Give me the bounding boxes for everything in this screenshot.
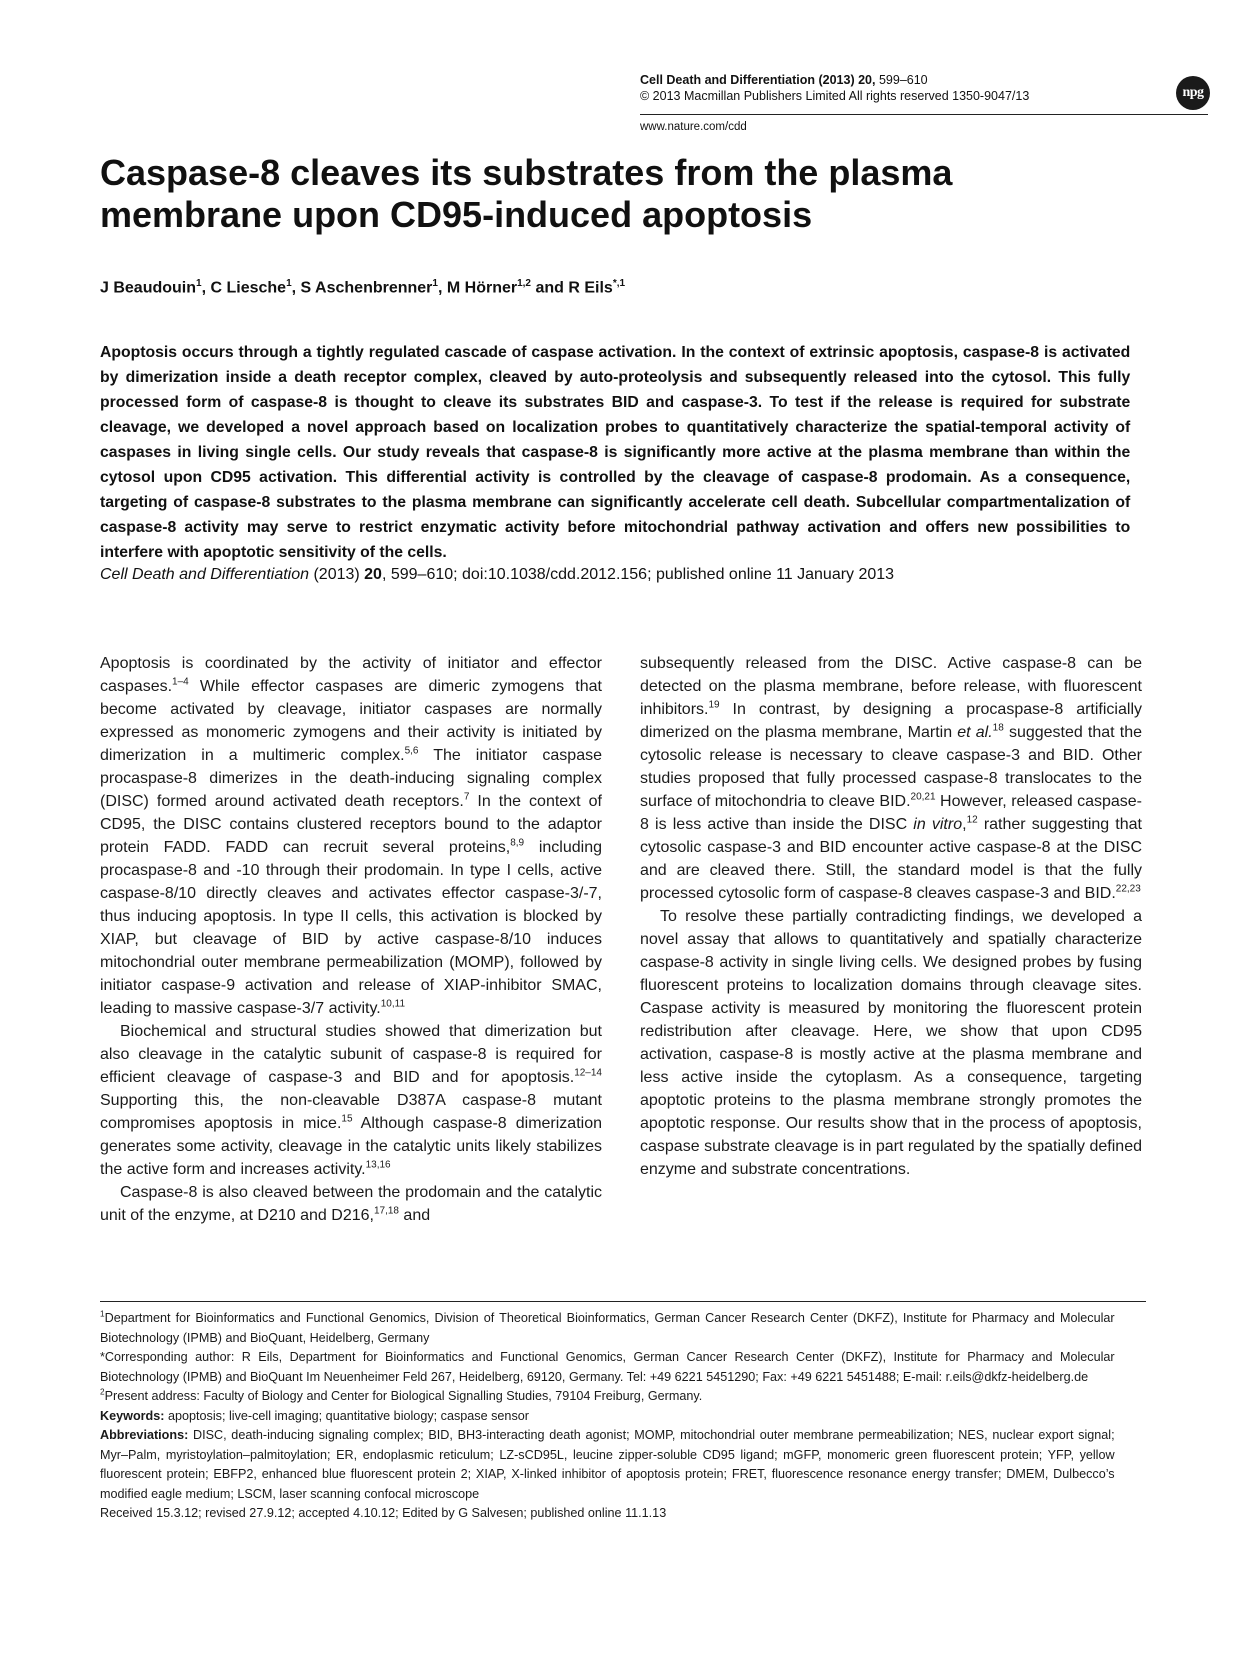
npg-logo-icon: npg <box>1176 76 1210 110</box>
keywords: Keywords: apoptosis; live-cell imaging; quantitative biology; caspase sensor <box>100 1407 529 1423</box>
abstract: Apoptosis occurs through a tightly regulated cascade of caspase activation. In the context of extrinsic apoptosis, caspase-8 is activated by dimerization inside a death receptor complex, cleaved by auto-proteolysis and subsequently released into the cytosol. This fully processed form of caspase-8 is thought to cleave its substrates BID and caspase-3. To test if the release is required for substrate cleavage, we developed a novel approach based on localization probes to quantitatively characterize the spatial-temporal activity of caspases in living single cells. Our study reveals that caspase-8 is significantly more active at the plasma membrane than within the cytosol upon CD95 activation. This differential activity is controlled by the cleavage of caspase-8 prodomain. As a consequence, targeting of caspase-8 substrates to the plasma membrane can significantly accelerate cell death. Subcellular compartmentalization of caspase-8 activity may serve to restrict enzymatic activity before mitochondrial pathway activation and offers new possibilities to interfere with apoptotic sensitivity of the cells. <box>100 344 1131 561</box>
author-name: R Eils <box>568 279 613 297</box>
journal-pages: 599–610 <box>875 73 928 87</box>
journal-url-link[interactable]: www.nature.com/cdd <box>640 121 747 133</box>
footnotes <box>100 1308 1115 1523</box>
reference-mark: 8,9 <box>510 837 525 849</box>
body-paragraph: subsequently released from the DISC. Active caspase-8 can be detected on the plasma membrane, before release, with fluorescent inhibitors.$^{19}$ In contrast, by designing a procaspase-8 artificially dimerized on the plasma membrane, Martin et al.$^{18}$ suggested that the cytosolic release is necessary to cleave caspase-3 and BID. Other studies proposed that fully processed caspase-8 translocates to the surface of mitochondria to cleave BID.$^{20,21}$ However, released caspase-8 is less active than inside the DISC in vitro,$^{12}$ rather suggesting that cytosolic caspase-3 and BID encounter active caspase-8 at the DISC and are cleaved there. Still, the standard model is that the fully processed cytosolic form of caspase-8 cleaves caspase-3 and BID.$^{22,23}$ <box>640 655 1143 902</box>
author-name: C Liesche <box>210 279 287 297</box>
reference-mark: 19 <box>708 699 720 711</box>
reference-mark: 22,23 <box>1115 883 1141 895</box>
author-name: M Hörner <box>446 279 518 297</box>
reference-mark: 1–4 <box>172 676 189 688</box>
body-column-left <box>100 652 602 1227</box>
italic-text: in vitro <box>913 816 963 833</box>
copyright-line: © 2013 Macmillan Publishers Limited All rights reserved 1350-9047/13 <box>640 89 1030 103</box>
journal-citation-line <box>640 72 1120 88</box>
citation-journal: Cell Death and Differentiation <box>100 566 310 583</box>
body-paragraph: Apoptosis is coordinated by the activity of initiator and effector caspases.$^{1-4}$ While effector caspases are dimeric zymogens that become activated by cleavage, initiator caspases are normally expressed as monomeric zymogens and their activity is initiated by dimerization in a multimeric complex.$^{5,6}$ The initiator caspase procaspase-8 dimerizes in the death-inducing signaling complex (DISC) formed around activated death receptors.$^7$ In the context of CD95, the DISC contains clustered receptors bound to the adaptor protein FADD. FADD can recruit several proteins,$^{8,9}$ including procaspase-8 and -10 through their prodomain. In type I cells, active caspase-8/10 directly cleaves and activates effector caspase-3/-7, thus inducing apoptosis. In type II cells, this activation is blocked by XIAP, but cleavage of BID by active caspase-8/10 induces mitochondrial outer membrane permeabilization (MOMP), followed by initiator caspase-9 activation and release of XIAP-inhibitor SMAC, leading to massive caspase-3/7 activity.$^{10,11}$ <box>100 655 602 1017</box>
author-name: S Aschenbrenner <box>300 279 433 297</box>
author-affiliation-mark: 1 <box>432 278 438 289</box>
reference-mark: 5,6 <box>404 745 419 757</box>
author-affiliation-mark: 1 <box>286 278 292 289</box>
affiliation-2: $^2$Present address: Faculty of Biology and Center for Biological Signalling Studies, 79104 Freiburg, Germany. <box>100 1386 703 1403</box>
footnote-divider <box>100 1301 1146 1302</box>
reference-mark: 20,21 <box>910 791 936 803</box>
author-name: J Beaudouin <box>100 279 197 297</box>
received-dates: Received 15.3.12; revised 27.9.12; accepted 4.10.12; Edited by G Salvesen; published online 11.1.13 <box>100 1505 667 1520</box>
italic-text: et al. <box>957 724 993 741</box>
reference-mark: 18 <box>992 722 1004 734</box>
journal-name: Cell Death and Differentiation (2013) 20, <box>640 73 876 87</box>
citation-rest: , 599–610; doi:10.1038/cdd.2012.156; published online 11 January 2013 <box>381 566 895 583</box>
author-affiliation-mark: 1 <box>196 278 202 289</box>
reference-mark: 15 <box>341 1113 353 1125</box>
article-title: Caspase-8 cleaves its substrates from the plasma membrane upon CD95-induced apoptosis <box>100 152 953 235</box>
reference-mark: 10,11 <box>380 998 406 1010</box>
corresponding-author: *Corresponding author: R Eils, Department for Bioinformatics and Functional Genomics, German Cancer Research Center (DKFZ), Institute for Pharmacy and Molecular Biotechnology (IPMB) and BioQuant Im Neuenheimer Feld 267, Heidelberg, 69120, Germany. Tel: +49 6221 5451290; Fax: +49 6221 5451488; E-mail: r.eils@dkfz-heidelberg.de <box>100 1349 1115 1384</box>
reference-mark: 17,18 <box>373 1205 399 1217</box>
header-divider <box>640 114 1208 115</box>
body-paragraph: Caspase-8 is also cleaved between the prodomain and the catalytic unit of the enzyme, at D210 and D216,$^{17,18}$ and <box>100 1184 602 1224</box>
reference-mark: 13,16 <box>365 1159 391 1171</box>
author-affiliation-mark: *,1 <box>612 278 626 289</box>
reference-mark: 12 <box>966 814 978 826</box>
reference-mark: 7 <box>463 791 470 803</box>
body-paragraph: To resolve these partially contradicting findings, we developed a novel assay that allows to quantitatively and spatially characterize caspase-8 activity in single living cells. We designed probes by fusing fluorescent proteins to localization domains through cleavage sites. Caspase activity is measured by monitoring the fluorescent protein redistribution after cleavage. Here, we show that upon CD95 activation, caspase-8 is mostly active at the plasma membrane and less active inside the cytoplasm. As a consequence, targeting apoptotic proteins to the plasma membrane strongly promotes the apoptotic response. Our results show that in the process of apoptosis, caspase substrate cleavage is in part regulated by the spatially defined enzyme and substrate concentrations. <box>640 908 1142 1178</box>
affiliation-1: $^1$Department for Bioinformatics and Functional Genomics, Division of Theoretical Bioinformatics, German Cancer Research Center (DKFZ), Institute for Pharmacy and Molecular Biotechnology (IPMB) and BioQuant, Heidelberg, Germany <box>100 1308 1115 1345</box>
author-affiliation-mark: 1,2 <box>517 278 531 289</box>
citation-volume: 20 <box>364 566 382 583</box>
reference-mark: 12–14 <box>574 1067 602 1079</box>
body-column-right <box>640 652 1142 1181</box>
citation-year: (2013) <box>309 566 365 583</box>
author-list: J Beaudouin$^1$, C Liesche$^1$, S Aschenbrenner$^1$, M Hörner$^{1,2}$ and R Eils$^{*,1}$ <box>100 278 626 297</box>
journal-header <box>640 72 1120 104</box>
abbreviations: Abbreviations: DISC, death-inducing signaling complex; BID, BH3-interacting death agonist; MOMP, mitochondrial outer membrane permeabilization; NES, nuclear export signal; Myr–Palm, myristoylation–palmitoylation; ER, endoplasmic reticulum; LZ-sCD95L, leucine zipper-soluble CD95 ligand; mGFP, monomeric green fluorescent protein; YFP, yellow fluorescent protein; EBFP2, enhanced blue fluorescent protein 2; XIAP, X-linked inhibitor of apoptosis protein; FRET, fluorescence resonance energy transfer; DMEM, Dulbecco’s modified eagle medium; LSCM, laser scanning confocal microscope <box>100 1427 1115 1501</box>
body-paragraph: Biochemical and structural studies showed that dimerization but also cleavage in the catalytic subunit of caspase-8 is required for efficient cleavage of caspase-3 and BID and for apoptosis.$^{12-14}$ Supporting this, the non-cleavable D387A caspase-8 mutant compromises apoptosis in mice.$^{15}$ Although caspase-8 dimerization generates some activity, cleavage in the catalytic units likely stabilizes the active form and increases activity.$^{13,16}$ <box>100 1023 602 1178</box>
article-citation <box>100 566 894 584</box>
